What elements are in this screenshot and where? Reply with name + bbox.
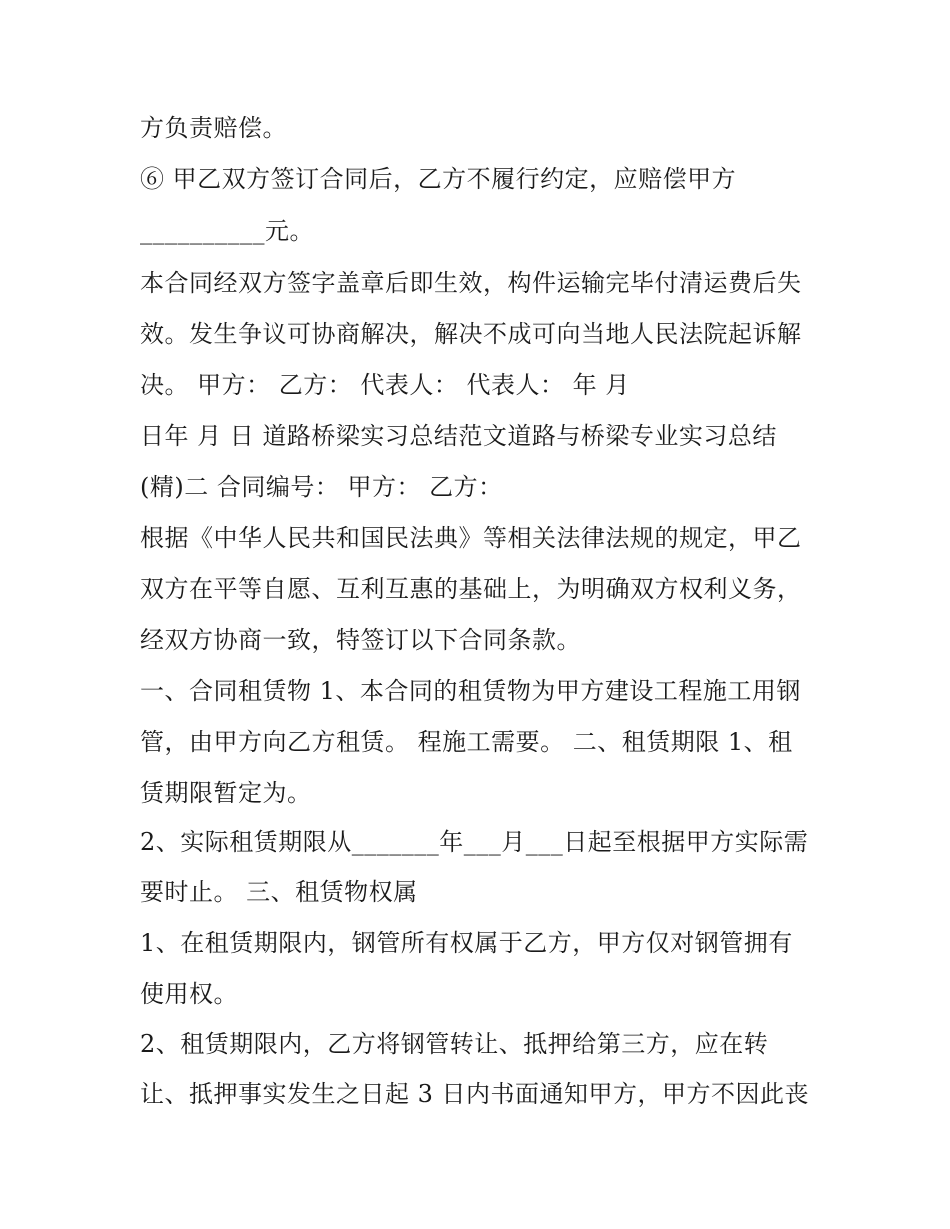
text-line: 1、在租赁期限内，钢管所有权属于乙方，甲方仅对钢管拥有 [140, 929, 793, 957]
text-line: __________元。 [140, 217, 314, 245]
text-line: ⑥ 甲乙双方签订合同后，乙方不履行约定，应赔偿甲方 [140, 165, 737, 193]
text-line: 一、合同租赁物 1、本合同的租赁物为甲方建设工程施工用钢 [140, 677, 801, 705]
text-line: 2、实际租赁期限从_______年___月___日起至根据甲方实际需 [140, 828, 809, 856]
text-line: 经双方协商一致，特签订以下合同条款。 [140, 626, 581, 654]
text-line: 赁期限暂定为。 [140, 779, 312, 807]
text-line: 本合同经双方签字盖章后即生效，构件运输完毕付清运费后失 [140, 269, 802, 297]
text-line: 日年 月 日 道路桥梁实习总结范文道路与桥梁专业实习总结 [140, 422, 777, 450]
text-line: 让、抵押事实发生之日起 3 日内书面通知甲方，甲方不因此丧 [140, 1080, 810, 1108]
text-line: 根据《中华人民共和国民法典》等相关法律法规的规定，甲乙 [140, 524, 802, 552]
text-line: (精)二 合同编号： 甲方： 乙方： [140, 473, 503, 501]
text-line: 方负责赔偿。 [140, 114, 287, 142]
text-line: 管，由甲方向乙方租赁。 程施工需要。 二、租赁期限 1、租 [140, 728, 793, 756]
text-line: 决。 甲方： 乙方： 代表人： 代表人： 年 月 [140, 371, 630, 399]
text-line: 效。发生争议可协商解决，解决不成可向当地人民法院起诉解 [140, 320, 802, 348]
text-line: 使用权。 [140, 980, 238, 1008]
text-line: 双方在平等自愿、互利互惠的基础上，为明确双方权利义务， [140, 575, 802, 603]
text-line: 要时止。 三、租赁物权属 [140, 878, 418, 906]
text-line: 2、租赁期限内，乙方将钢管转让、抵押给第三方，应在转 [140, 1030, 769, 1058]
